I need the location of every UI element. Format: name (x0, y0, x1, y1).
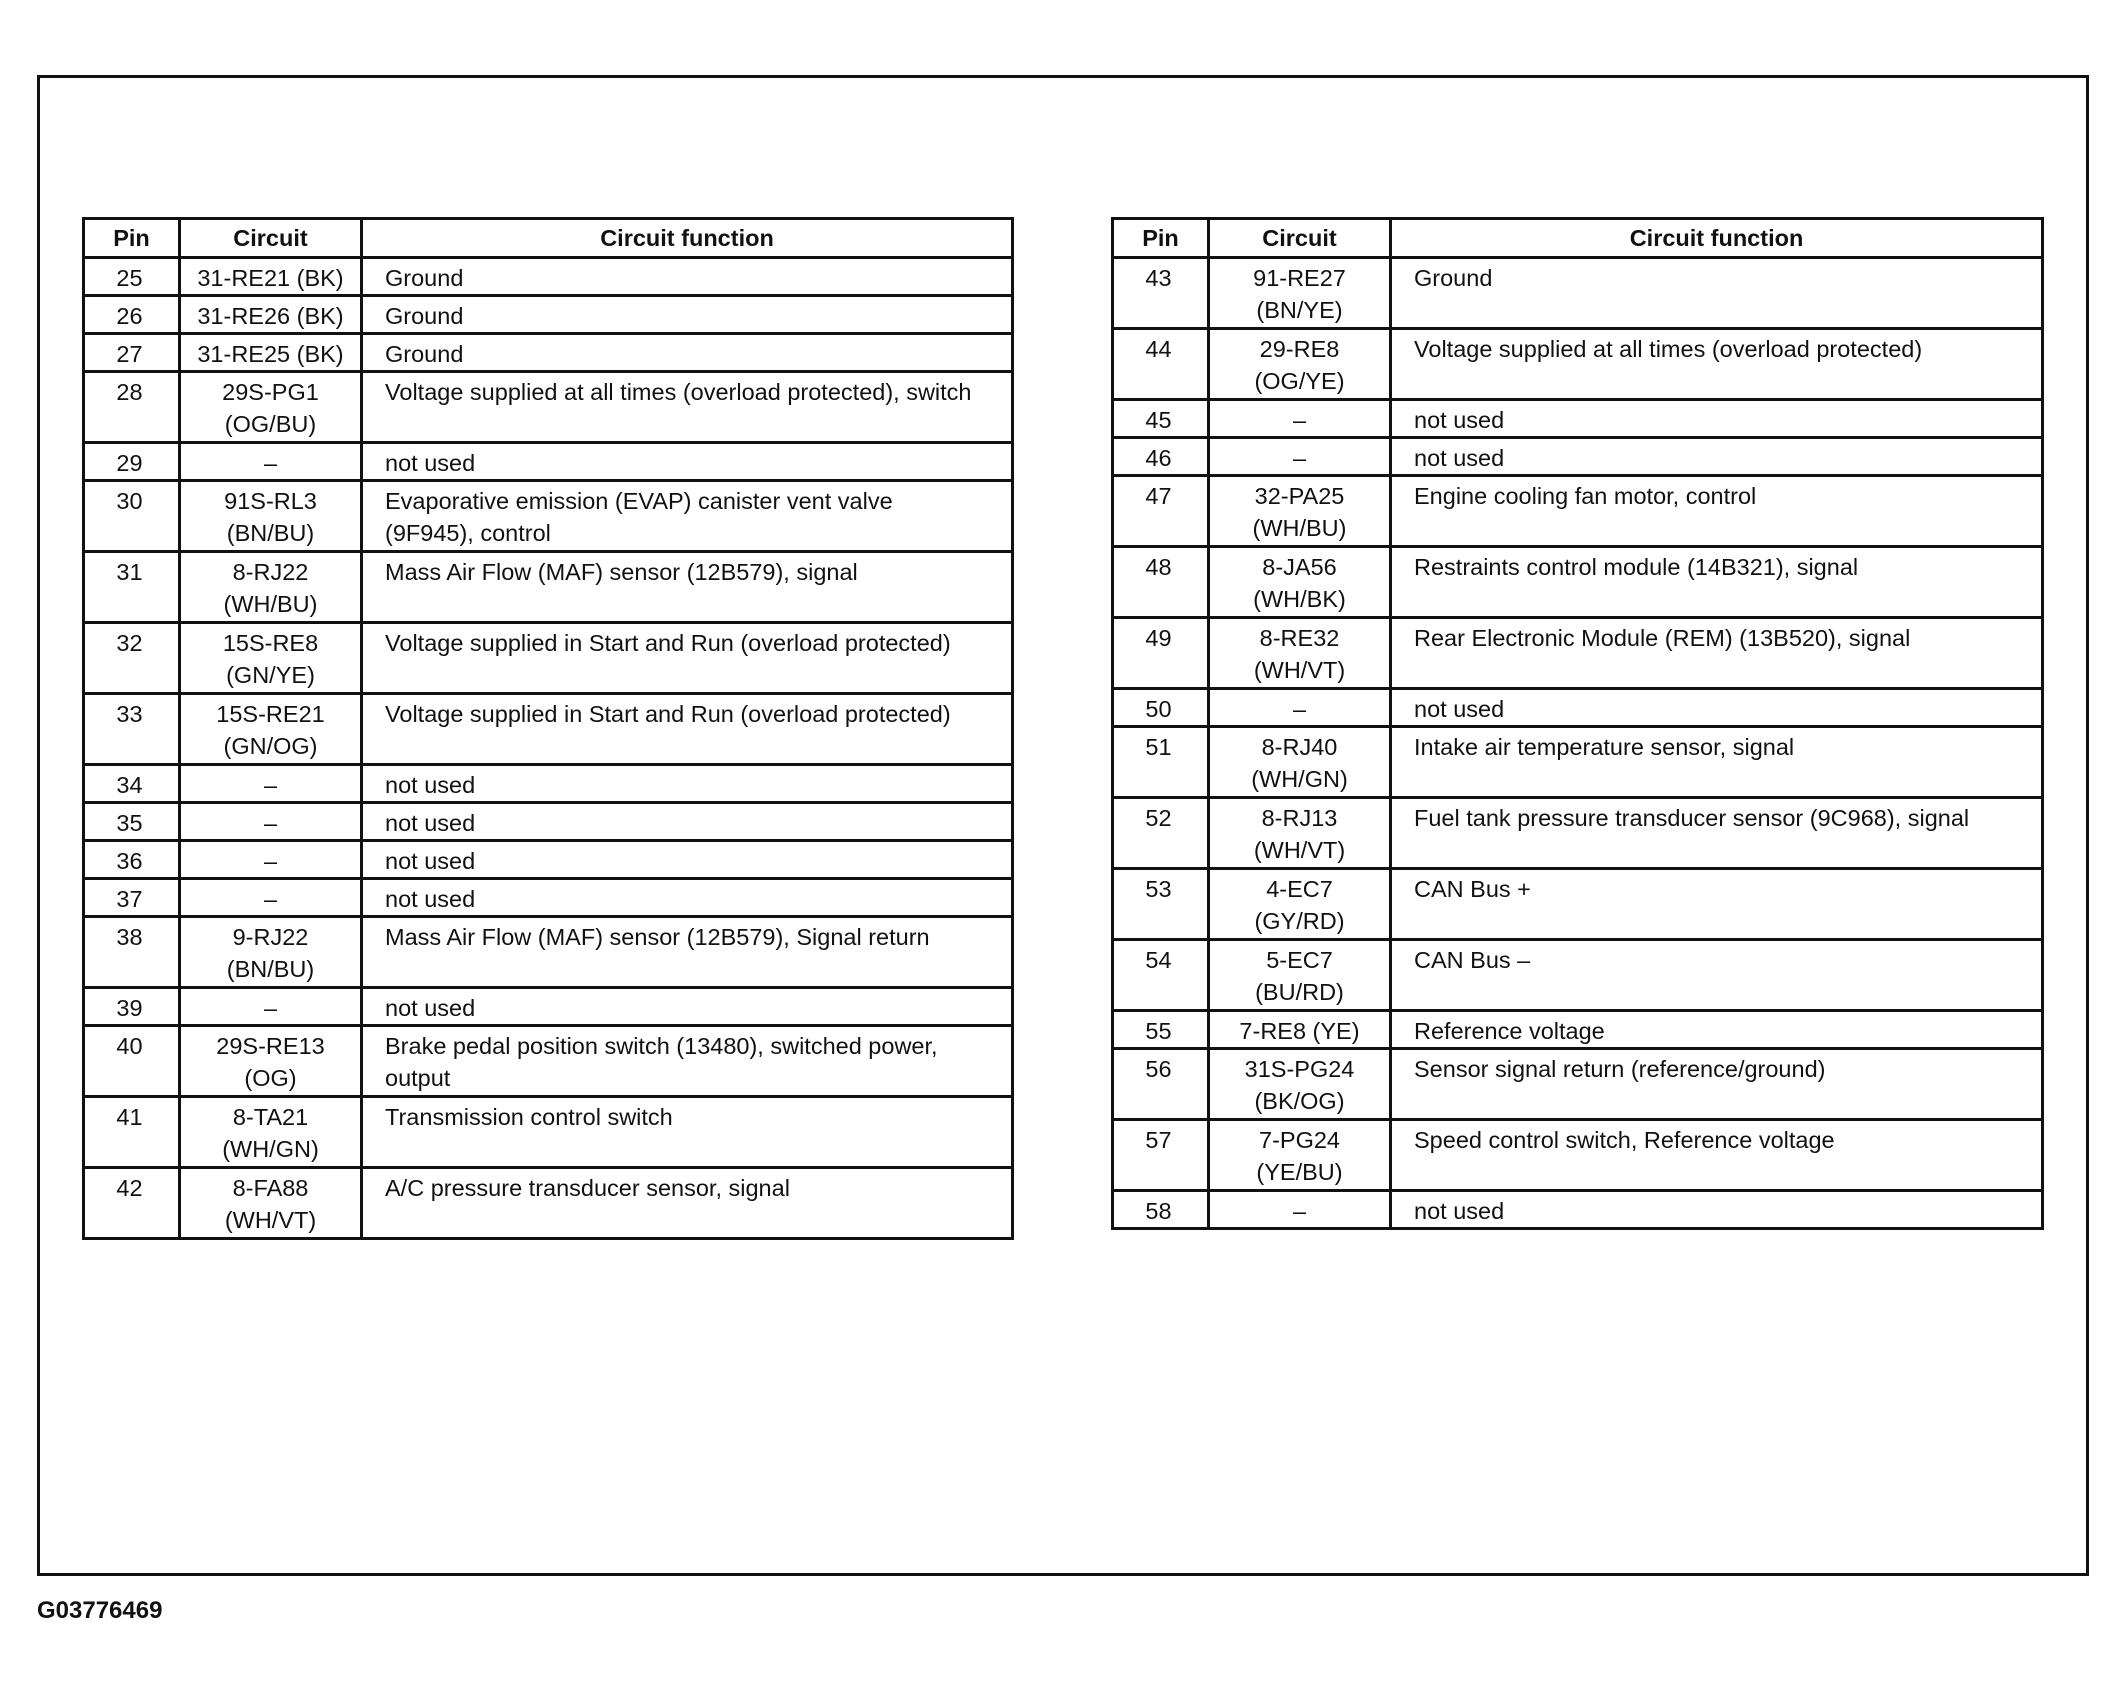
pin-cell: 46 (1113, 438, 1209, 476)
table-row (84, 1097, 1013, 1168)
function-cell: Voltage supplied in Start and Run (overload protected) (362, 694, 1013, 765)
table-row (1113, 400, 2043, 438)
circuit-cell: – (1209, 689, 1391, 727)
pin-cell: 43 (1113, 258, 1209, 329)
circuit-cell: – (180, 841, 362, 879)
pin-cell: 36 (84, 841, 180, 879)
circuit-cell: 15S-RE21 (GN/OG) (180, 694, 362, 765)
table-row (1113, 476, 2043, 547)
figure-id: G03776469 (37, 1597, 163, 1624)
pin-cell: 47 (1113, 476, 1209, 547)
table-row (1113, 618, 2043, 689)
pin-cell: 29 (84, 443, 180, 481)
function-cell: Ground (1391, 258, 2043, 329)
pin-cell: 34 (84, 765, 180, 803)
pin-cell: 54 (1113, 940, 1209, 1011)
function-cell: Reference voltage (1391, 1011, 2043, 1049)
table-header-row (1113, 219, 2043, 258)
table-row (1113, 258, 2043, 329)
function-cell: not used (1391, 438, 2043, 476)
circuit-cell: 29S-PG1 (OG/BU) (180, 372, 362, 443)
pin-cell: 44 (1113, 329, 1209, 400)
circuit-header: Circuit (1209, 219, 1391, 258)
table-row (1113, 1120, 2043, 1191)
pin-cell: 25 (84, 258, 180, 296)
function-cell: Sensor signal return (reference/ground) (1391, 1049, 2043, 1120)
table-row (84, 1026, 1013, 1097)
circuit-cell: 91S-RL3 (BN/BU) (180, 481, 362, 552)
circuit-function-header: Circuit function (362, 219, 1013, 258)
circuit-cell: 8-JA56 (WH/BK) (1209, 547, 1391, 618)
pin-cell: 31 (84, 552, 180, 623)
circuit-cell: 32-PA25 (WH/BU) (1209, 476, 1391, 547)
function-cell: Restraints control module (14B321), signal (1391, 547, 2043, 618)
table-row (84, 1168, 1013, 1239)
circuit-cell: – (180, 803, 362, 841)
pin-cell: 28 (84, 372, 180, 443)
function-cell: not used (362, 803, 1013, 841)
table-row (1113, 1191, 2043, 1229)
function-cell: Transmission control switch (362, 1097, 1013, 1168)
pin-cell: 52 (1113, 798, 1209, 869)
table-row (84, 481, 1013, 552)
function-cell: Mass Air Flow (MAF) sensor (12B579), Signal return (362, 917, 1013, 988)
circuit-cell: 8-RJ40 (WH/GN) (1209, 727, 1391, 798)
function-cell: not used (362, 988, 1013, 1026)
pin-cell: 48 (1113, 547, 1209, 618)
circuit-cell: – (180, 988, 362, 1026)
circuit-cell: – (1209, 438, 1391, 476)
pin-cell: 40 (84, 1026, 180, 1097)
pin-cell: 49 (1113, 618, 1209, 689)
table-row (84, 334, 1013, 372)
table-row (1113, 1049, 2043, 1120)
function-cell: not used (1391, 1191, 2043, 1229)
table-row (84, 623, 1013, 694)
table-row (84, 694, 1013, 765)
function-cell: not used (362, 841, 1013, 879)
function-cell: A/C pressure transducer sensor, signal (362, 1168, 1013, 1239)
circuit-cell: 7-PG24 (YE/BU) (1209, 1120, 1391, 1191)
circuit-cell: 31-RE26 (BK) (180, 296, 362, 334)
function-cell: not used (362, 879, 1013, 917)
circuit-cell: 29S-RE13 (OG) (180, 1026, 362, 1097)
pin-cell: 56 (1113, 1049, 1209, 1120)
circuit-cell: 5-EC7 (BU/RD) (1209, 940, 1391, 1011)
pin-cell: 38 (84, 917, 180, 988)
circuit-cell: – (180, 765, 362, 803)
function-cell: Evaporative emission (EVAP) canister vent valve (9F945), control (362, 481, 1013, 552)
pin-cell: 26 (84, 296, 180, 334)
circuit-cell: 7-RE8 (YE) (1209, 1011, 1391, 1049)
table-row (1113, 438, 2043, 476)
circuit-cell: 31S-PG24 (BK/OG) (1209, 1049, 1391, 1120)
table-row (84, 841, 1013, 879)
function-cell: Mass Air Flow (MAF) sensor (12B579), signal (362, 552, 1013, 623)
circuit-cell: 8-RJ22 (WH/BU) (180, 552, 362, 623)
pin-header: Pin (1113, 219, 1209, 258)
function-cell: Brake pedal position switch (13480), switched power, output (362, 1026, 1013, 1097)
function-cell: Speed control switch, Reference voltage (1391, 1120, 2043, 1191)
function-cell: Ground (362, 334, 1013, 372)
pin-cell: 58 (1113, 1191, 1209, 1229)
pin-cell: 55 (1113, 1011, 1209, 1049)
pin-cell: 57 (1113, 1120, 1209, 1191)
function-cell: Ground (362, 258, 1013, 296)
function-cell: Engine cooling fan motor, control (1391, 476, 2043, 547)
circuit-cell: 8-TA21 (WH/GN) (180, 1097, 362, 1168)
function-cell: Voltage supplied at all times (overload protected) (1391, 329, 2043, 400)
circuit-cell: – (1209, 400, 1391, 438)
pin-cell: 27 (84, 334, 180, 372)
function-cell: Voltage supplied at all times (overload protected), switch (362, 372, 1013, 443)
circuit-cell: 8-FA88 (WH/VT) (180, 1168, 362, 1239)
pin-cell: 45 (1113, 400, 1209, 438)
function-cell: not used (362, 443, 1013, 481)
function-cell: Rear Electronic Module (REM) (13B520), signal (1391, 618, 2043, 689)
pin-cell: 35 (84, 803, 180, 841)
pinout-table-right (1111, 217, 2044, 1230)
pin-cell: 39 (84, 988, 180, 1026)
table-row (84, 296, 1013, 334)
table-row (1113, 727, 2043, 798)
pin-cell: 37 (84, 879, 180, 917)
table-row (1113, 940, 2043, 1011)
table-row (1113, 329, 2043, 400)
function-cell: not used (362, 765, 1013, 803)
function-cell: Ground (362, 296, 1013, 334)
circuit-cell: 91-RE27 (BN/YE) (1209, 258, 1391, 329)
circuit-cell: 4-EC7 (GY/RD) (1209, 869, 1391, 940)
circuit-cell: 29-RE8 (OG/YE) (1209, 329, 1391, 400)
pin-cell: 32 (84, 623, 180, 694)
circuit-cell: 9-RJ22 (BN/BU) (180, 917, 362, 988)
table-row (84, 765, 1013, 803)
table-row (1113, 1011, 2043, 1049)
table-row (84, 917, 1013, 988)
table-row (84, 552, 1013, 623)
table-row (84, 988, 1013, 1026)
pinout-table-left (82, 217, 1014, 1240)
function-cell: not used (1391, 400, 2043, 438)
function-cell: CAN Bus + (1391, 869, 2043, 940)
table-row (1113, 547, 2043, 618)
function-cell: Intake air temperature sensor, signal (1391, 727, 2043, 798)
pin-cell: 53 (1113, 869, 1209, 940)
function-cell: Voltage supplied in Start and Run (overload protected) (362, 623, 1013, 694)
table-row (84, 803, 1013, 841)
table-row (1113, 798, 2043, 869)
pin-cell: 30 (84, 481, 180, 552)
function-cell: CAN Bus – (1391, 940, 2043, 1011)
circuit-cell: 8-RJ13 (WH/VT) (1209, 798, 1391, 869)
circuit-cell: 15S-RE8 (GN/YE) (180, 623, 362, 694)
table-row (84, 372, 1013, 443)
table-header-row (84, 219, 1013, 258)
table-row (84, 258, 1013, 296)
function-cell: Fuel tank pressure transducer sensor (9C968), signal (1391, 798, 2043, 869)
pin-cell: 50 (1113, 689, 1209, 727)
circuit-cell: 31-RE25 (BK) (180, 334, 362, 372)
circuit-function-header: Circuit function (1391, 219, 2043, 258)
pin-cell: 51 (1113, 727, 1209, 798)
circuit-cell: – (1209, 1191, 1391, 1229)
table-row (84, 443, 1013, 481)
table-row (1113, 869, 2043, 940)
table-row (84, 879, 1013, 917)
circuit-cell: 8-RE32 (WH/VT) (1209, 618, 1391, 689)
pin-cell: 41 (84, 1097, 180, 1168)
circuit-cell: 31-RE21 (BK) (180, 258, 362, 296)
function-cell: not used (1391, 689, 2043, 727)
pin-cell: 33 (84, 694, 180, 765)
table-row (1113, 689, 2043, 727)
pin-cell: 42 (84, 1168, 180, 1239)
circuit-cell: – (180, 443, 362, 481)
circuit-cell: – (180, 879, 362, 917)
pin-header: Pin (84, 219, 180, 258)
circuit-header: Circuit (180, 219, 362, 258)
